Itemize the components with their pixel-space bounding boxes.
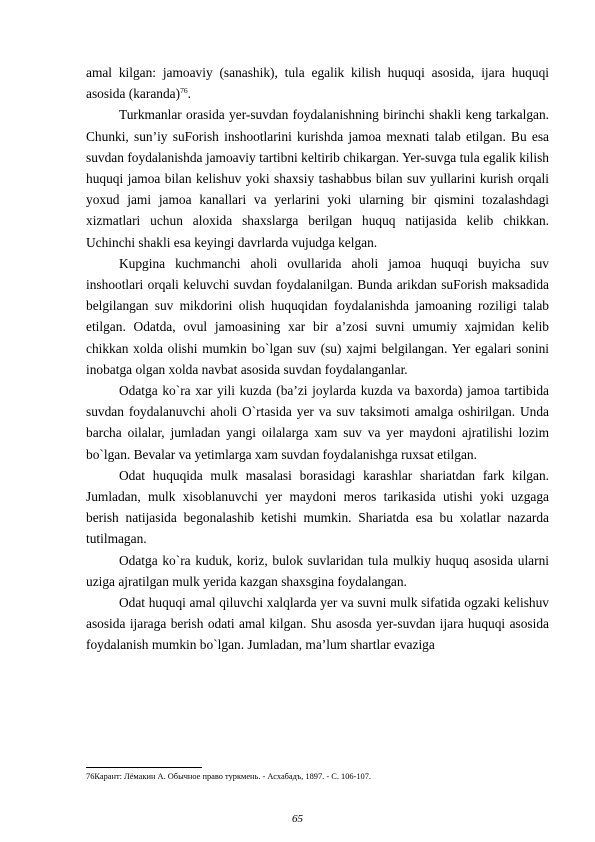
footnote (86, 771, 549, 782)
footnote-reference[interactable]: 76 (180, 86, 188, 96)
footnote-separator (86, 767, 202, 768)
page-number: 65 (292, 813, 303, 825)
paragraph-1-text: amal kilgan: jamoaviy (sanashik), tula egalik kilish huquqi asosida, ijara huquqi asosida (karanda) (86, 65, 549, 102)
paragraph-1-tail: . (187, 86, 191, 102)
footnote-text: Карант: Лёмакин А. Обычное право туркмень. - Асхабадъ, 1897. - С. 106-107. (94, 772, 372, 781)
body-text (86, 62, 549, 656)
paragraph-1 (86, 62, 549, 104)
paragraph-5: Odat huquqida mulk masalasi borasidagi karashlar shariatdan fark kilgan. Jumladan, mulk xisoblanuvchi yer maydoni meros tarikasida utishi yoki uzgaga berish natijasida begonalashib ketishi mumkin. Shariatda esa bu xolatlar nazarda tutilmagan. (86, 467, 549, 547)
paragraph-6: Odatga ko`ra kuduk, koriz, bulok suvlaridan tula mulkiy huquq asosida ularni uziga ajratilgan mulk yerida kazgan shaxsgina foydalangan. (86, 552, 549, 589)
paragraph-7: Odat huquqi amal qiluvchi xalqlarda yer va suvni mulk sifatida ogzaki kelishuv asosida ijaraga berish odati amal kilgan. Shu asosda yer-suvdan ijara huquqi asosida foydalanish mumkin bo`lgan. Jumladan, ma’lum shartlar evaziga (86, 595, 549, 653)
paragraph-2: Turkmanlar orasida yer-suvdan foydalanishning birinchi shakli keng tarkalgan. Chunki, sun’iy suForish inshootlarini kurishda jamoa mexnati talab etilgan. Bu esa suvdan foydalanishda jamoaviy tartibni keltirib chikargan. Yer-suvga tula egalik kilish huquqi jamoa bilan kelishuv yoki shaxsiy tashabbus bilan suv yullarini kurish orqali yoxud jami jamoa kanallari va yerlarini yoki ularning bir qismini tozalashdagi xizmatlari uchun aloxida shaxslarga berilgan huquq natijasida kelib chikkan. Uchinchi shakli esa keyingi davrlarda vujudga kelgan. (86, 107, 549, 250)
footnote-number: 76 (86, 772, 95, 781)
paragraph-4: Odatga ko`ra xar yili kuzda (ba’zi joylarda kuzda va baxorda) jamoa tartibida suvdan foydalanuvchi aholi O`rtasida yer va suv taksimoti amalga oshirilgan. Unda barcha oilalar, jumladan yangi oilalarga xam suv va yer maydoni ajratilishi lozim bo`lgan. Bevalar va yetimlarga xam suvdan foydalanishga ruxsat etilgan. (86, 383, 549, 462)
paragraph-3: Kupgina kuchmanchi aholi ovullarida aholi jamoa huquqi buyicha suv inshootlari orqali keluvchi suvdan foydalanilgan. Bunda arikdan suForish maksadida belgilangan suv mikdorini olish huquqidan foydalanishda jamoaning roziligi talab etilgan. Odatda, ovul jamoasining xar bir a’zosi suvni umumiy xajmidan kelib chikkan xolda olishi mumkin bo`lgan suv (su) xajmi belgilangan. Yer egalari sonini inobatga olgan xolda navbat asosida suvdan foydalanganlar. (86, 255, 549, 377)
